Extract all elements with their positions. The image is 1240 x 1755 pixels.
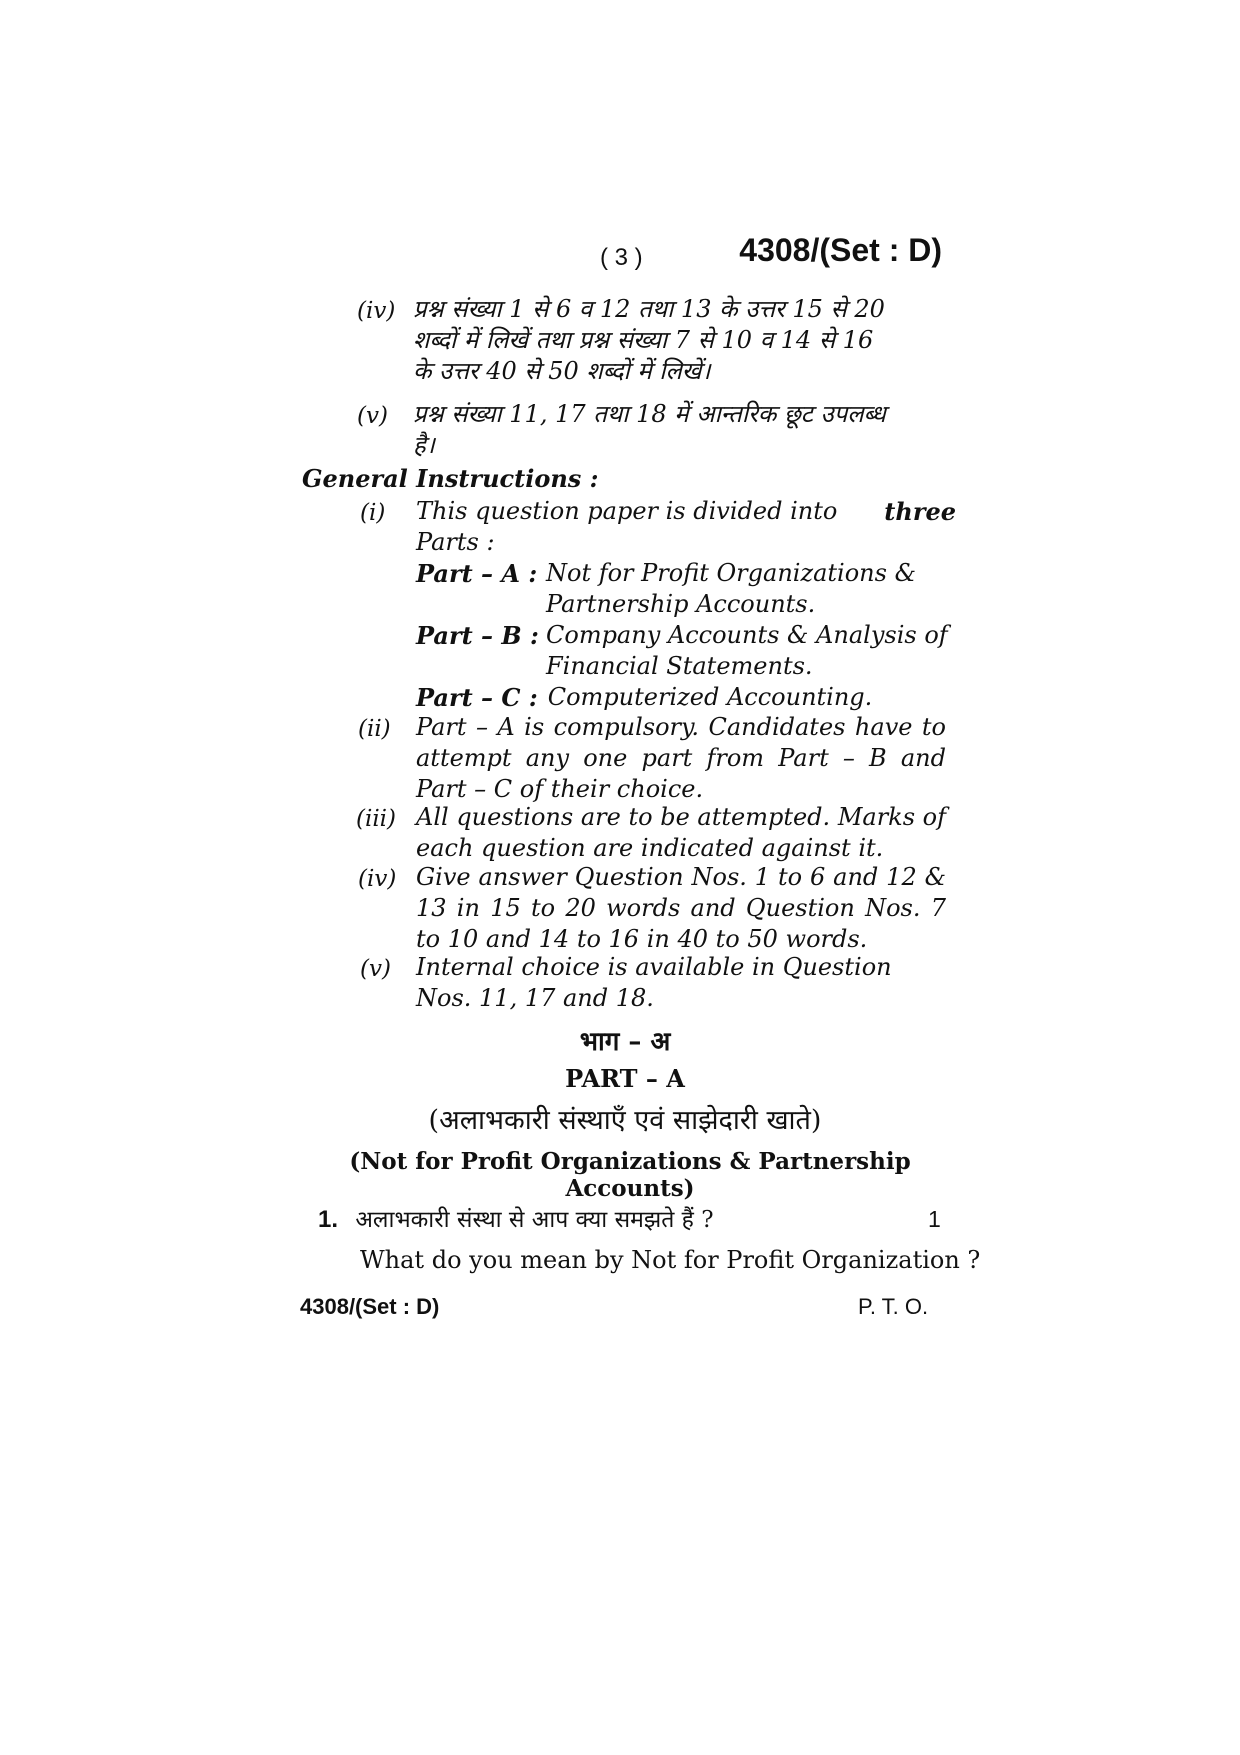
part-desc: Computerized Accounting. xyxy=(547,683,873,711)
part-label: Part – C : xyxy=(416,683,538,712)
instruction-text: Parts : xyxy=(416,528,495,556)
instruction-iii: All questions are to be attempted. Marks of each question are indicated against it. xyxy=(416,803,946,862)
instruction-text: This question paper is divided into xyxy=(416,497,838,525)
instruction-number: (iv) xyxy=(358,866,397,892)
part-desc: Partnership Accounts. xyxy=(546,590,816,618)
part-label: Part – B : xyxy=(416,621,539,650)
page-header xyxy=(300,232,950,282)
hindi-instruction-number: (iv) xyxy=(357,298,396,324)
instruction-i xyxy=(416,496,956,558)
footer-pto: P. T. O. xyxy=(858,1294,929,1319)
hindi-instruction-v xyxy=(413,399,953,461)
page-number: ( 3 ) xyxy=(600,244,643,271)
parts-list xyxy=(416,558,956,713)
question-marks: 1 xyxy=(928,1206,941,1232)
question-text-english: What do you mean by Not for Profit Organization ? xyxy=(360,1246,981,1274)
instruction-ii: Part – A is compulsory. Candidates have to attempt any one part from Part – B and Part – C of their choice. xyxy=(416,713,946,803)
hindi-instruction-line: प्रश्न संख्या 11, 17 तथा 18 में आन्तरिक छूट उपलब्ध xyxy=(413,400,886,428)
part-label: Part – A : xyxy=(416,559,538,588)
english-section-title: (Not for Profit Organizations & Partnership Accounts) xyxy=(349,1148,911,1202)
general-instructions-heading: General Instructions : xyxy=(302,464,599,493)
english-part-heading: PART – A xyxy=(565,1064,685,1093)
part-row xyxy=(416,620,956,682)
part-desc: Financial Statements. xyxy=(546,652,813,680)
instruction-iv: Give answer Question Nos. 1 to 6 and 12 & 13 in 15 to 20 words and Question Nos. 7 to 10 and 14 to 16 in 40 to 50 words. xyxy=(416,863,946,953)
question-number: 1. xyxy=(318,1206,339,1233)
hindi-instruction-line: शब्दों में लिखें तथा प्रश्न संख्या 7 से 10 व 14 से 16 xyxy=(413,326,874,354)
hindi-instruction-iv xyxy=(413,294,953,387)
hindi-instruction-line: के उत्तर 40 से 50 शब्दों में लिखें। xyxy=(413,357,711,385)
hindi-instruction-number: (v) xyxy=(357,403,388,429)
question-text-hindi: अलाभकारी संस्था से आप क्या समझते हैं ? xyxy=(355,1207,714,1233)
paper-code: 4308/(Set : D) xyxy=(739,232,942,268)
instruction-number: (v) xyxy=(360,956,391,982)
hindi-instruction-line: है। xyxy=(413,431,435,459)
hindi-part-heading: भाग – अ xyxy=(579,1027,671,1057)
instruction-bold: three xyxy=(884,497,956,526)
hindi-section-title: (अलाभकारी संस्थाएँ एवं साझेदारी खाते) xyxy=(428,1105,822,1136)
part-desc: Company Accounts & Analysis of xyxy=(546,621,948,649)
part-row xyxy=(416,558,956,620)
instruction-number: (ii) xyxy=(358,716,391,742)
instruction-number: (iii) xyxy=(356,806,397,832)
footer-paper-code: 4308/(Set : D) xyxy=(300,1294,440,1319)
instruction-v: Internal choice is available in Question Nos. 11, 17 and 18. xyxy=(416,953,892,1012)
instruction-number: (i) xyxy=(360,500,386,526)
question-1-hindi xyxy=(318,1202,714,1234)
part-row xyxy=(416,682,956,713)
part-desc: Not for Profit Organizations & xyxy=(546,559,916,587)
hindi-instruction-line: प्रश्न संख्या 1 से 6 व 12 तथा 13 के उत्तर 15 से 20 xyxy=(413,295,885,323)
